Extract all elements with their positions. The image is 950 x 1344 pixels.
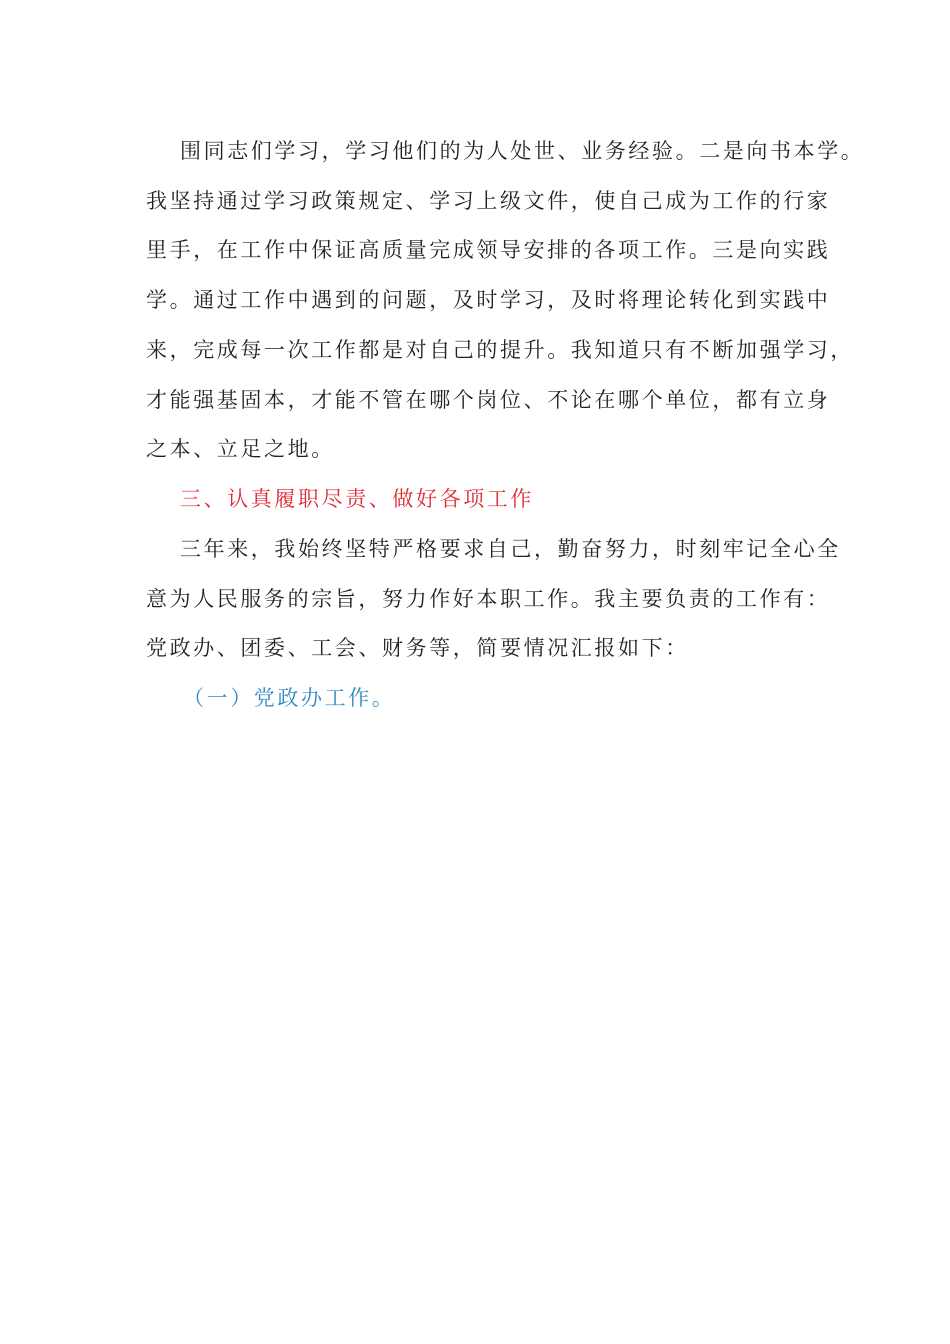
paragraph1-line-7: 之本、立足之地。 [146,437,335,461]
paragraph1-line-5: 来，完成每一次工作都是对自己的提升。我知道只有不断加强学习， [146,338,854,362]
paragraph2-line-1: 三年来，我始终坚特严格要求自己，勤奋努力，时刻牢记全心全 [180,537,841,561]
paragraph1-line-2: 我坚持通过学习政策规定、学习上级文件，使自己成为工作的行家 [146,189,831,213]
paragraph1-line-4: 学。通过工作中遇到的问题，及时学习，及时将理论转化到实践中 [146,288,831,312]
paragraph1-line-3: 里手，在工作中保证高质量完成领导安排的各项工作。三是向实践 [146,238,831,262]
paragraph1-line-1: 围同志们学习，学习他们的为人处世、业务经验。二是向书本学。 [180,139,865,163]
section-heading: 三、认真履职尽责、做好各项工作 [180,487,534,511]
paragraph2-line-2: 意为人民服务的宗旨，努力作好本职工作。我主要负责的工作有： [146,587,831,611]
paragraph1-line-6: 才能强基固本，才能不管在哪个岗位、不论在哪个单位，都有立身 [146,388,831,412]
paragraph2-line-3: 党政办、团委、工会、财务等，简要情况汇报如下： [146,636,689,660]
subsection-heading: （一）党政办工作。 [183,686,396,710]
